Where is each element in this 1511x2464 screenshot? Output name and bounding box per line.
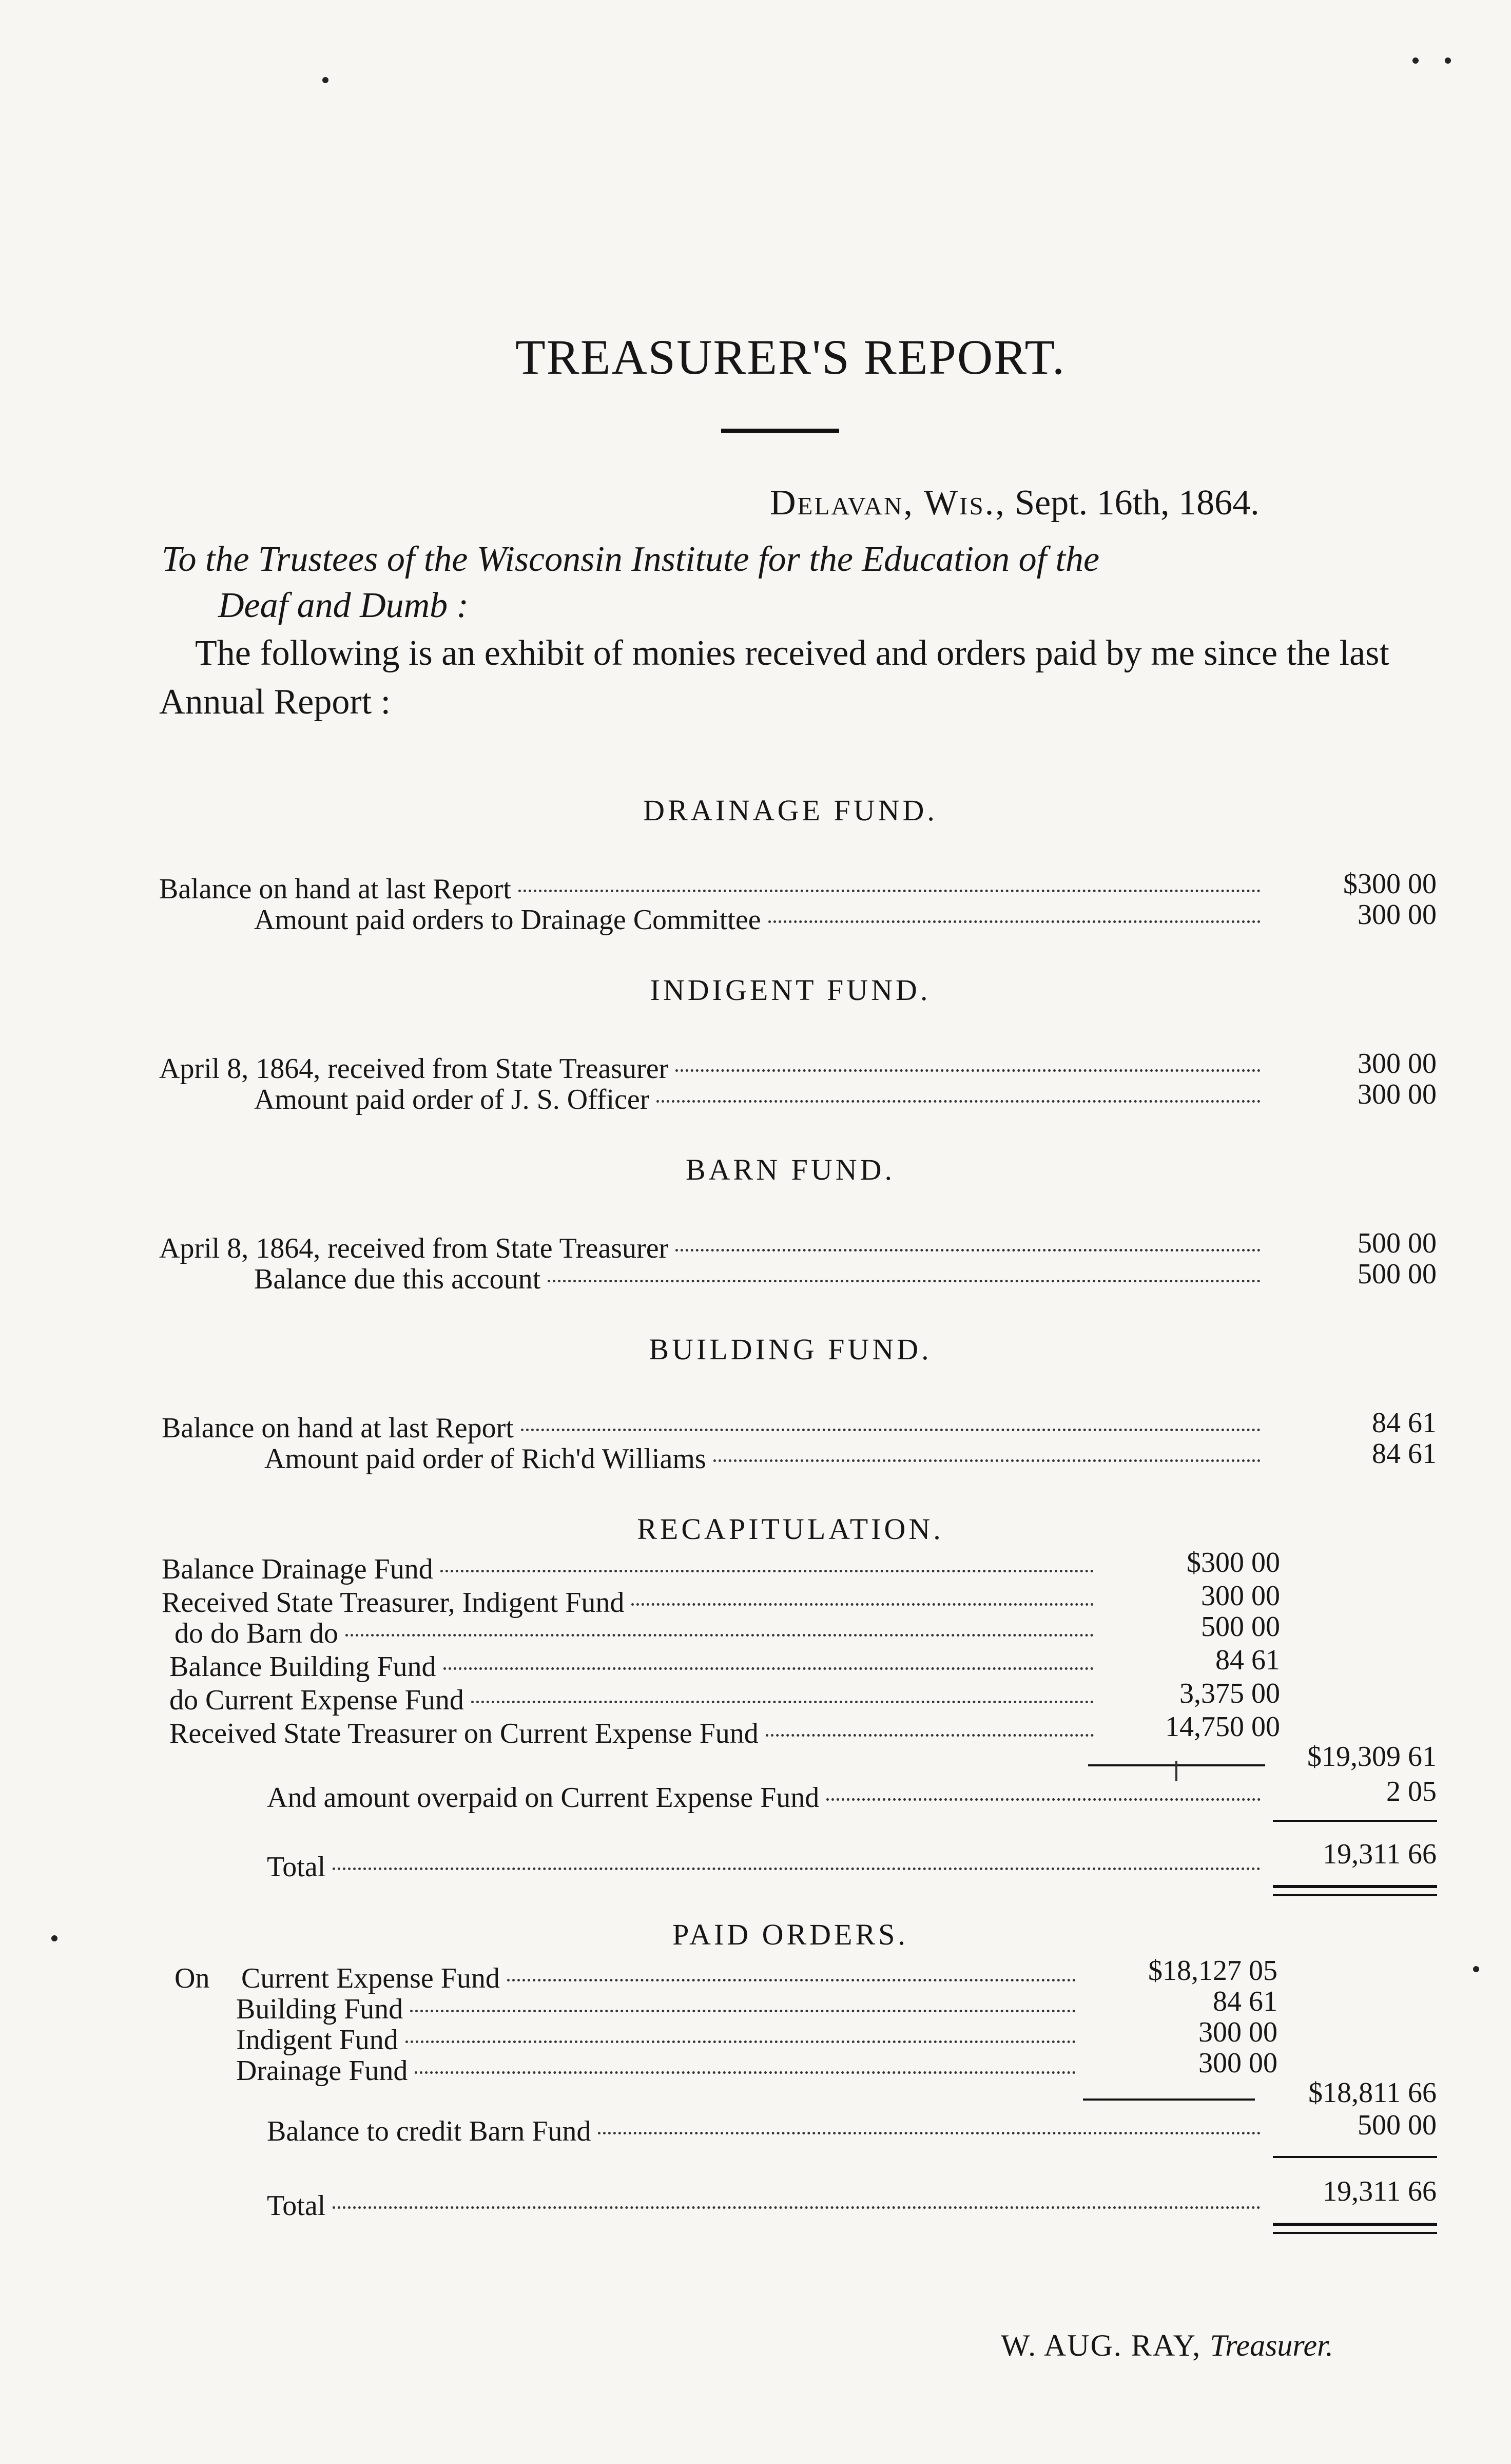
paid-amount: 300 00 (1198, 2016, 1277, 2048)
barn-row: Balance due this account (254, 1263, 1268, 1296)
leader-dots (675, 1069, 1261, 1072)
leader-dots (768, 920, 1261, 923)
drainage-fund-heading: DRAINAGE FUND. (643, 794, 938, 827)
recap-row: do do Barn do (175, 1617, 1101, 1650)
leader-dots (405, 2040, 1076, 2043)
dateline (770, 483, 1260, 524)
recap-row: do Current Expense Fund (169, 1684, 1101, 1717)
recap-amount: 300 00 (1201, 1580, 1280, 1612)
drainage-row: Amount paid orders to Drainage Committee (254, 903, 1268, 936)
leader-dots (415, 2071, 1076, 2074)
leader-dots (345, 1634, 1094, 1637)
leader-dots (656, 1100, 1261, 1103)
paid-total-amount: 19,311 66 (1323, 2176, 1437, 2207)
leader-dots (598, 2132, 1261, 2134)
recap-total-rule (1273, 1820, 1437, 1822)
barn-balance-row: Balance to credit Barn Fund (267, 2115, 1268, 2148)
treasurer-role: Treasurer. (1210, 2328, 1333, 2362)
recap-row: Received State Treasurer, Indigent Fund (162, 1586, 1101, 1619)
paid-amount: 300 00 (1198, 2047, 1277, 2079)
leader-dots (826, 1798, 1261, 1801)
paid-subtotal: $18,811 66 (1308, 2077, 1437, 2109)
leader-dots (766, 1734, 1094, 1737)
double-rule (1273, 2232, 1437, 2234)
salutation-line-2: Deaf and Dumb : (218, 586, 469, 625)
recap-row: Balance Drainage Fund (162, 1553, 1101, 1586)
recap-subtotal: $19,309 61 (1307, 1741, 1437, 1773)
dateline-date: Sept. 16th, 1864. (1015, 483, 1260, 523)
paid-row: Indigent Fund (236, 2024, 1083, 2056)
paid-total-row: Total (267, 2189, 1268, 2222)
leader-dots (443, 1667, 1094, 1670)
leader-dots (548, 1280, 1261, 1282)
leader-dots (675, 1249, 1261, 1252)
recap-amount: 14,750 00 (1165, 1711, 1280, 1743)
barn-fund-heading: BARN FUND. (685, 1153, 896, 1186)
recap-total-amount: 19,311 66 (1323, 1838, 1437, 1870)
report-title: TREASURER'S REPORT. (515, 330, 1066, 384)
indigent-row: Amount paid order of J. S. Officer (254, 1083, 1268, 1116)
recap-total-row: Total (267, 1851, 1268, 1883)
drainage-amount: $300 00 (1343, 868, 1437, 900)
tick-mark (1175, 1761, 1177, 1781)
dateline-place: Delavan, Wis., (770, 483, 1006, 523)
intro-paragraph: The following is an exhibit of monies received and orders paid by me since the last Annual Report : (159, 633, 1389, 722)
barn-balance-amount: 500 00 (1358, 2109, 1437, 2141)
leader-dots (333, 1868, 1261, 1870)
paid-row: Drainage Fund (236, 2054, 1083, 2087)
recap-row: Received State Treasurer on Current Expense Fund (169, 1717, 1101, 1750)
recap-amount: 500 00 (1201, 1611, 1280, 1643)
recapitulation-heading: RECAPITULATION. (637, 1512, 944, 1546)
indigent-fund-heading: INDIGENT FUND. (650, 973, 931, 1007)
paid-subtotal-rule (1083, 2099, 1255, 2101)
treasurer-signature (1001, 2328, 1333, 2363)
leader-dots (518, 890, 1261, 892)
paid-row: Building Fund (236, 1993, 1083, 2026)
salutation-line-1: To the Trustees of the Wisconsin Institute for the Education of the (162, 540, 1100, 579)
barn-row: April 8, 1864, received from State Treasurer (159, 1232, 1268, 1265)
salutation (162, 536, 1419, 629)
treasurer-name: W. AUG. RAY, (1001, 2328, 1202, 2362)
indigent-row: April 8, 1864, received from State Treasurer (159, 1052, 1268, 1085)
building-fund-heading: BUILDING FUND. (649, 1333, 932, 1366)
drainage-row: Balance on hand at last Report (159, 873, 1268, 906)
building-amount: 84 61 (1372, 1407, 1437, 1439)
double-rule (1273, 1885, 1437, 1888)
leader-dots (440, 1570, 1094, 1572)
building-amount: 84 61 (1372, 1438, 1437, 1470)
leader-dots (507, 1979, 1076, 1981)
recap-amount: $300 00 (1187, 1547, 1280, 1578)
indigent-amount: 300 00 (1358, 1079, 1437, 1110)
paid-on-label: On (175, 1962, 210, 1994)
drainage-amount: 300 00 (1358, 899, 1437, 931)
leader-dots (471, 1701, 1094, 1703)
leader-dots (410, 2010, 1076, 2012)
building-row: Amount paid order of Rich'd Williams (264, 1442, 1268, 1475)
leader-dots (631, 1603, 1094, 1606)
recap-amount: 84 61 (1215, 1644, 1280, 1676)
leader-dots (333, 2206, 1261, 2209)
leader-dots (521, 1429, 1261, 1431)
recap-amount: 3,375 00 (1179, 1678, 1280, 1709)
barn-amount: 500 00 (1358, 1258, 1437, 1290)
double-rule (1273, 1894, 1437, 1896)
paid-row: Current Expense Fund (241, 1962, 1083, 1995)
indigent-amount: 300 00 (1358, 1048, 1437, 1080)
building-row: Balance on hand at last Report (162, 1412, 1268, 1445)
overpaid-row: And amount overpaid on Current Expense Fund (267, 1781, 1268, 1814)
barn-amount: 500 00 (1358, 1227, 1437, 1259)
paid-orders-heading: PAID ORDERS. (672, 1918, 908, 1951)
paid-total-rule (1273, 2156, 1437, 2158)
overpaid-amount: 2 05 (1386, 1776, 1437, 1807)
recap-row: Balance Building Fund (169, 1650, 1101, 1683)
leader-dots (713, 1459, 1261, 1462)
paid-amount: 84 61 (1213, 1986, 1277, 2017)
double-rule (1273, 2223, 1437, 2226)
title-rule (721, 429, 839, 433)
paid-amount: $18,127 05 (1148, 1955, 1277, 1987)
